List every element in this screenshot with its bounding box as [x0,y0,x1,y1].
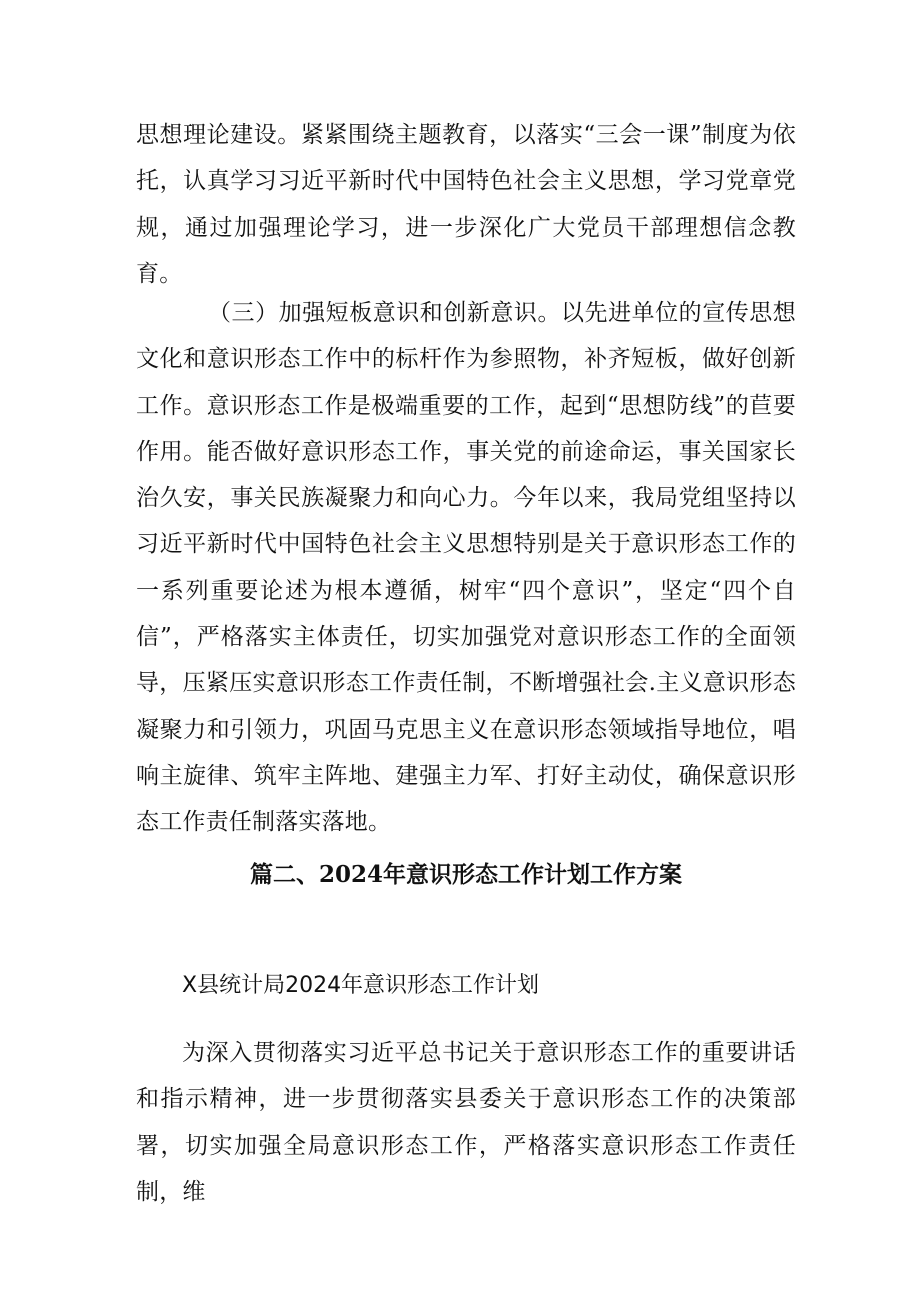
section-heading: 篇二、2024年意识形态工作计划工作方案 [249,861,682,888]
body-paragraph-3: 为深入贯彻落实习近平总书记关于意识形态工作的重要讲话和指示精神，进一步贯彻落实县委关于意识形态工作的决策部署，切实加强全局意识形态工作，严格落实意识形态工作责任制，维 [136,1040,796,1205]
body-paragraph-2: （三）加强短板意识和创新意识。以先进单位的宣传思想文化和意识形态工作中的标杆作为参照物，补齐短板，做好创新工作。意识形态工作是极端重要的工作，起到“思想防线”的苣要作用。能否做好意识形态工作，事关党的前途命运，事关国家长治久安，事关民族凝聚力和向心力。今年以来，我局党组坚持以习近平新时代中国特色社会主义思想特别是关于意识形态工作的一系列重要论述为根本遵循，树牢“四个意识”，坚定“四个自信”，严格落实主体责任，切实加强党对意识形态工作的全面领导，压紧压实意识形态工作责任制，不断增强社会.主义意识形态凝聚力和引领力，巩固马克思主义在意识形态领域指导地位，唱响主旋律、筑牢主阵地、建强主力军、打好主动仗，确保意识形态工作责任制落实落地。 [136,300,796,836]
body-paragraph-1: 思想理论建设。紧紧围绕主题教育，以落实“三会一课”制度为依托，认真学习习近平新时代中国特色社会主义思想，学习党章党规，通过加强理论学习，进一步深化广大党员干部理想信念教育。 [136,122,796,287]
document-subtitle: X县统计局2024年意识形态工作计划 [182,973,540,998]
